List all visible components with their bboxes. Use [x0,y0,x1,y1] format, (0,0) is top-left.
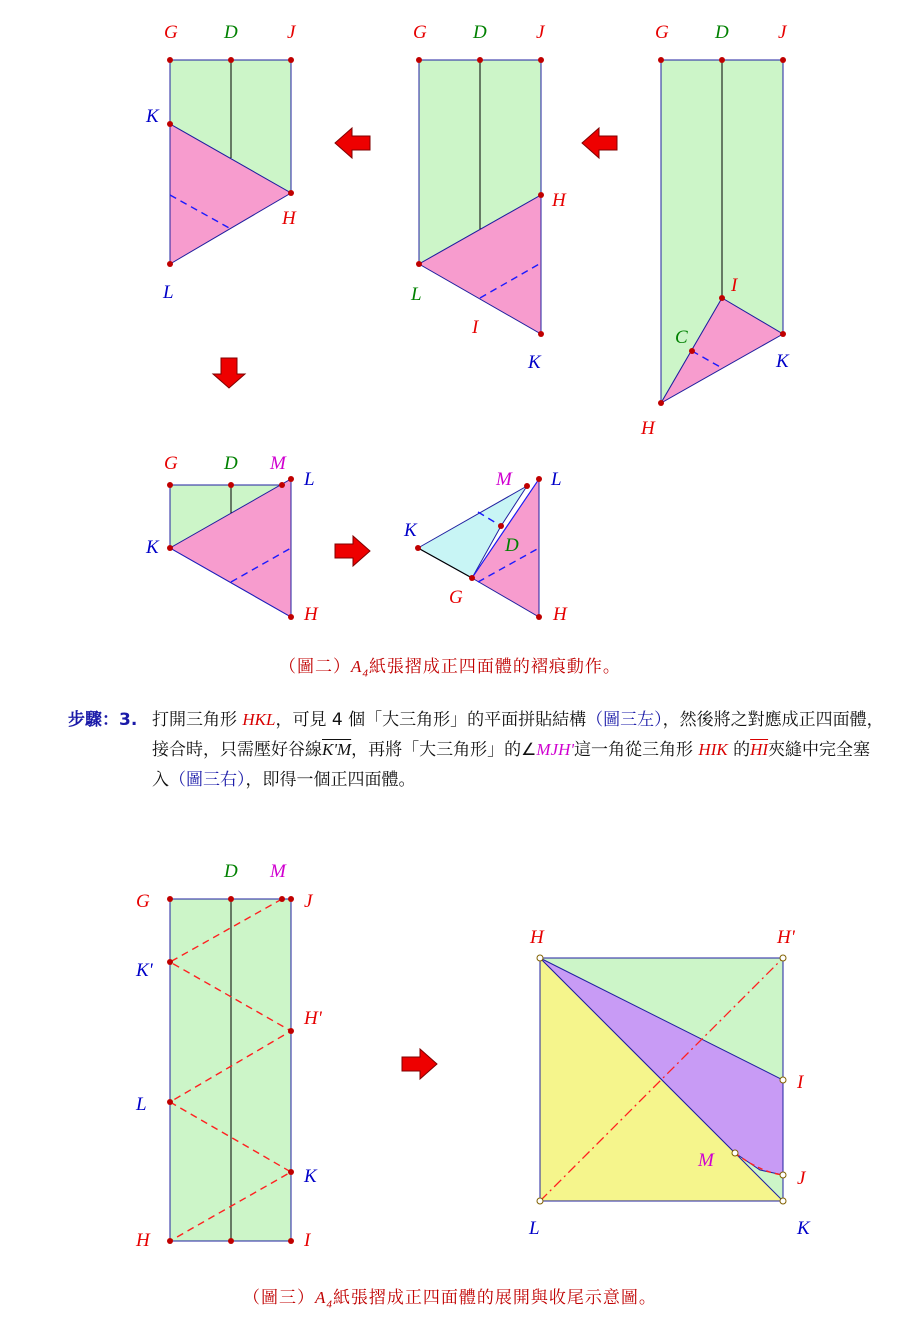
label-c-K: K [776,351,789,372]
step-t4: ，再將「大三角形」的∠ [351,740,537,760]
fig2-panel-e [403,469,568,625]
caption-3-a: A [315,1288,327,1307]
label-d-M: M [270,453,286,474]
label-c-G: G [655,22,669,43]
label-b-K: K [528,352,541,373]
label-b-I: I [472,317,479,338]
label-c-J: J [778,22,787,43]
caption-2-rest: 紙張摺成正四面體的褶痕動作。 [368,657,621,677]
label-d-G: G [164,453,178,474]
step-t2: ，可見 4 個「大三角形」的平面拼貼結構 [275,710,587,730]
label-d-H: H [304,604,318,625]
label-l-L: L [136,1094,147,1115]
fig3-right-square [528,927,811,1239]
right-arrow-icon [402,1049,437,1079]
label-b-L: L [411,284,422,305]
caption-2-sub: 4 [362,667,369,680]
step-t5: 這一角從三角形 [574,740,699,760]
step-text [152,705,886,795]
label-r-J: J [797,1168,806,1189]
fig2-panel-a [145,22,297,303]
label-b-H: H [552,190,566,211]
step-3-paragraph [68,705,888,790]
label-a-K: K [146,106,159,127]
label-d-L: L [304,469,315,490]
label-l-K1: K' [136,960,153,981]
label-l-H: H [136,1230,150,1251]
label-r-L: L [529,1218,540,1239]
label-b-D: D [473,22,487,43]
fig2-panel-d [145,453,319,625]
step-t7: 夾縫中完全塞入 [152,740,871,790]
label-e-D: D [505,535,519,556]
step-t3: ，然後將之對應成正四面體，接合時，只需壓好谷線 [152,710,884,760]
label-e-G: G [449,587,463,608]
label-e-M: M [496,469,512,490]
caption-3-sub: 4 [326,1298,333,1311]
step-t6: 的 [727,740,751,760]
label-c-H: H [641,418,655,439]
fig3-left-net [135,861,323,1251]
step-v2: K'M [322,740,352,759]
label-l-G: G [136,891,150,912]
caption-2-open: （圖二） [279,657,352,677]
fig2-panel-c [640,22,790,439]
figure-2-caption [0,652,900,679]
step-t1: 打開三角形 [152,710,243,730]
label-e-K: K [404,520,417,541]
label-a-L: L [163,282,174,303]
caption-3-rest: 紙張摺成正四面體的展開與收尾示意圖。 [332,1288,657,1308]
caption-3-open: （圖三） [243,1288,316,1308]
step-t8: ，即得一個正四面體。 [245,770,416,790]
label-l-J: J [304,891,313,912]
label-c-C: C [675,327,688,348]
label-r-H1: H' [777,927,795,948]
label-c-I: I [731,275,738,296]
label-e-L: L [551,469,562,490]
label-r-K: K [797,1218,810,1239]
label-a-G: G [164,22,178,43]
caption-2-a: A [351,657,363,676]
step-v4: HIK [698,740,728,759]
label-e-H: H [553,604,567,625]
label-l-I: I [304,1230,311,1251]
label-b-J: J [536,22,545,43]
label-b-G: G [413,22,427,43]
label-r-I: I [797,1072,804,1093]
step-v1: HKL [242,710,276,729]
label-a-H: H [282,208,296,229]
step-label: 步驟：3. [68,710,138,730]
label-l-K: K [304,1166,317,1187]
left-arrow-icon [335,128,370,158]
step-ref1: （圖三左） [586,710,663,730]
label-r-H: H [530,927,544,948]
label-r-M: M [698,1150,714,1171]
label-a-D: D [224,22,238,43]
down-arrow-icon [213,358,245,388]
right-arrow-icon [335,536,370,566]
step-v3: MJH' [536,740,575,759]
label-c-D: D [715,22,729,43]
step-v5: $\overline{HI}$ [750,740,769,759]
label-l-M: M [270,861,286,882]
label-d-D: D [224,453,238,474]
label-l-D: D [224,861,238,882]
figure-3-caption [0,1283,900,1310]
label-a-J: J [287,22,296,43]
left-arrow-icon [582,128,617,158]
label-d-K: K [146,537,159,558]
step-ref2: （圖三右） [169,770,246,790]
label-l-H1: H' [304,1008,322,1029]
fig2-panel-b [410,22,567,373]
